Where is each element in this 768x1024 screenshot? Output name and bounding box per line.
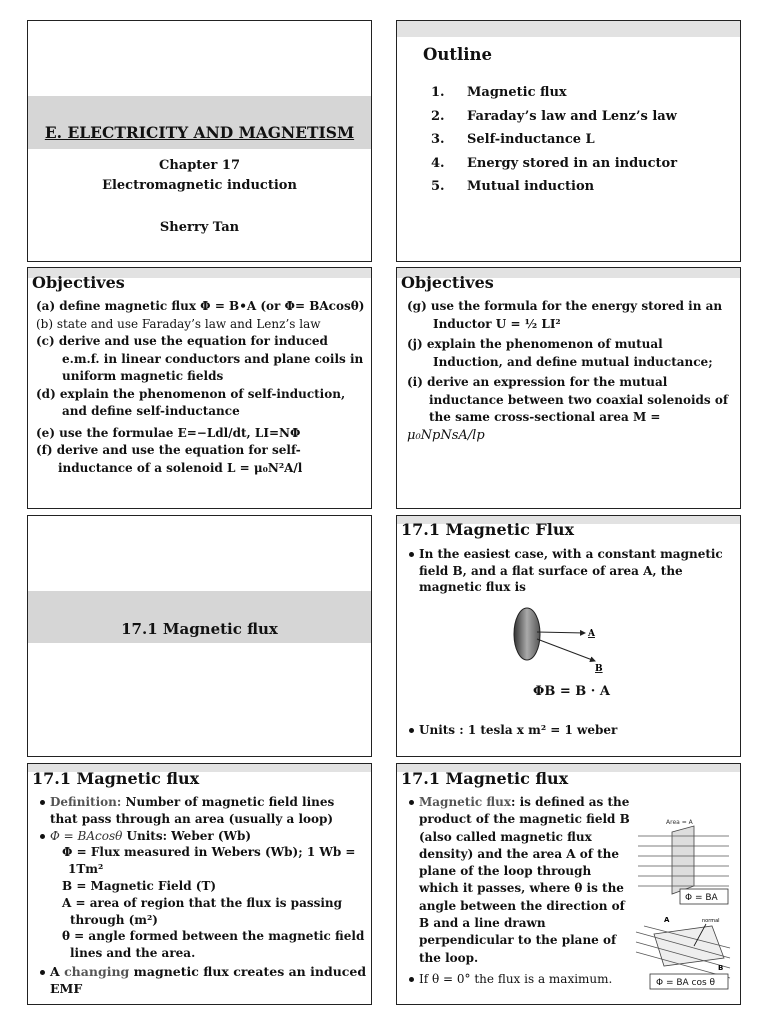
objectives-text: (g) use the formula for the energy stored in an Inductor U = ½ LI² (j) explain the phenomenon of mutual Induction, and define mutual inductance; (i) derive an expression for the mutual inductance between two coaxial solenoids of the same cross-sectional area M = μ₀NpNsA/lp: [407, 299, 729, 443]
slide-section-banner: [27, 515, 372, 757]
author-name: Sherry Tan: [159, 220, 240, 235]
slide-title-text: Objectives: [32, 273, 125, 292]
flux-formula: ΦB = B · A: [533, 684, 610, 699]
slide-title-text: Outline: [423, 45, 493, 64]
banner-text: 17.1 Magnetic flux: [121, 620, 278, 638]
slide-magnetic-flux: [396, 515, 741, 757]
explanation-text: Magnetic flux: is defined as the product of the magnetic field B (also called magnetic flux density) and the area A of the plane of the loop through which it passes, where θ is the angle between the direction of B and a line drawn perpendicular to the plane of the loop. If θ = 0° the flux is a maximum.: [409, 794, 630, 988]
bullet-icon: [409, 977, 414, 982]
svg-text:B: B: [718, 964, 724, 972]
slide-title: [27, 20, 372, 262]
flux-figure-angled: [634, 912, 734, 992]
bullet-icon: [409, 728, 414, 733]
chapter-subtitle: Electromagnetic induction: [102, 178, 297, 193]
objectives-text: (a) define magnetic flux Φ = B•A (or Φ= BAcosθ) (b) state and use Faraday’s law and Lenz’s law (c) derive and use the equation for induced e.m.f. in linear conductors and plane coils in uniform magnetic fields (d) explain the phenomenon of self-induction, and define self-inductance (e) use the formulae E=−Ldl/dt, LI=NΦ (f) derive and use the equation for self- inductance of a solenoid L = μ₀N²A/l: [36, 299, 365, 475]
field-vector: [537, 639, 595, 661]
slide-flux-definition: [27, 763, 372, 1005]
units-bullet: Units : 1 tesla x m² = 1 weber: [409, 722, 617, 739]
area-vector: [537, 632, 585, 633]
slide-flux-explained: [396, 763, 741, 1005]
slide-title-text: 17.1 Magnetic flux: [401, 769, 569, 788]
slide-outline: Outline 1. Magnetic flux 2. Faraday’s law and Lenz’s law 3. Self-inductance L 4. Energy stored in an inductor 5. Mutual induction: [396, 20, 741, 262]
slide-objectives-1: [27, 267, 372, 509]
chapter-text: Chapter 17: [158, 158, 241, 173]
slide-topbar: [397, 21, 740, 37]
bullet-icon: [40, 800, 45, 805]
svg-text:Area = A: Area = A: [666, 819, 693, 826]
slide-objectives-2: [396, 267, 741, 509]
svg-text:Φ = BA cos θ: Φ = BA cos θ: [656, 978, 716, 988]
svg-text:A: A: [664, 916, 670, 924]
flux-figure-perpendicular: [634, 814, 734, 910]
bullet-icon: [40, 970, 45, 975]
definition-text: Definition: Number of magnetic field lines that pass through an area (usually a loop) Φ = BAcosθ Units: Weber (Wb) Φ = Flux measured in Webers (Wb); 1 Wb = 1Tm² B = Magnetic Field (T) A = area of region that the flux is passing through (m²) θ = angle formed between the magnetic field lines and the area. A changing magnetic flux creates an induced EMF: [40, 794, 366, 998]
bullet-icon: [40, 834, 45, 839]
label-b: B: [595, 664, 603, 674]
label-a: A: [588, 629, 595, 639]
bullet-icon: [409, 552, 414, 557]
slide-title-text: Objectives: [401, 273, 494, 292]
svg-text:normal: normal: [702, 918, 720, 924]
slide-title-text: 17.1 Magnetic flux: [32, 769, 200, 788]
svg-text:Φ = BA: Φ = BA: [685, 893, 718, 903]
bullet-icon: [409, 800, 414, 805]
surface-disc: [514, 608, 540, 660]
slide-title-text: 17.1 Magnetic Flux: [401, 520, 575, 539]
banner-text: E. ELECTRICITY AND MAGNETISM: [44, 123, 355, 142]
bullet-text: In the easiest case, with a constant magnetic field B, and a flat surface of area A, the magnetic flux is: [409, 546, 723, 596]
